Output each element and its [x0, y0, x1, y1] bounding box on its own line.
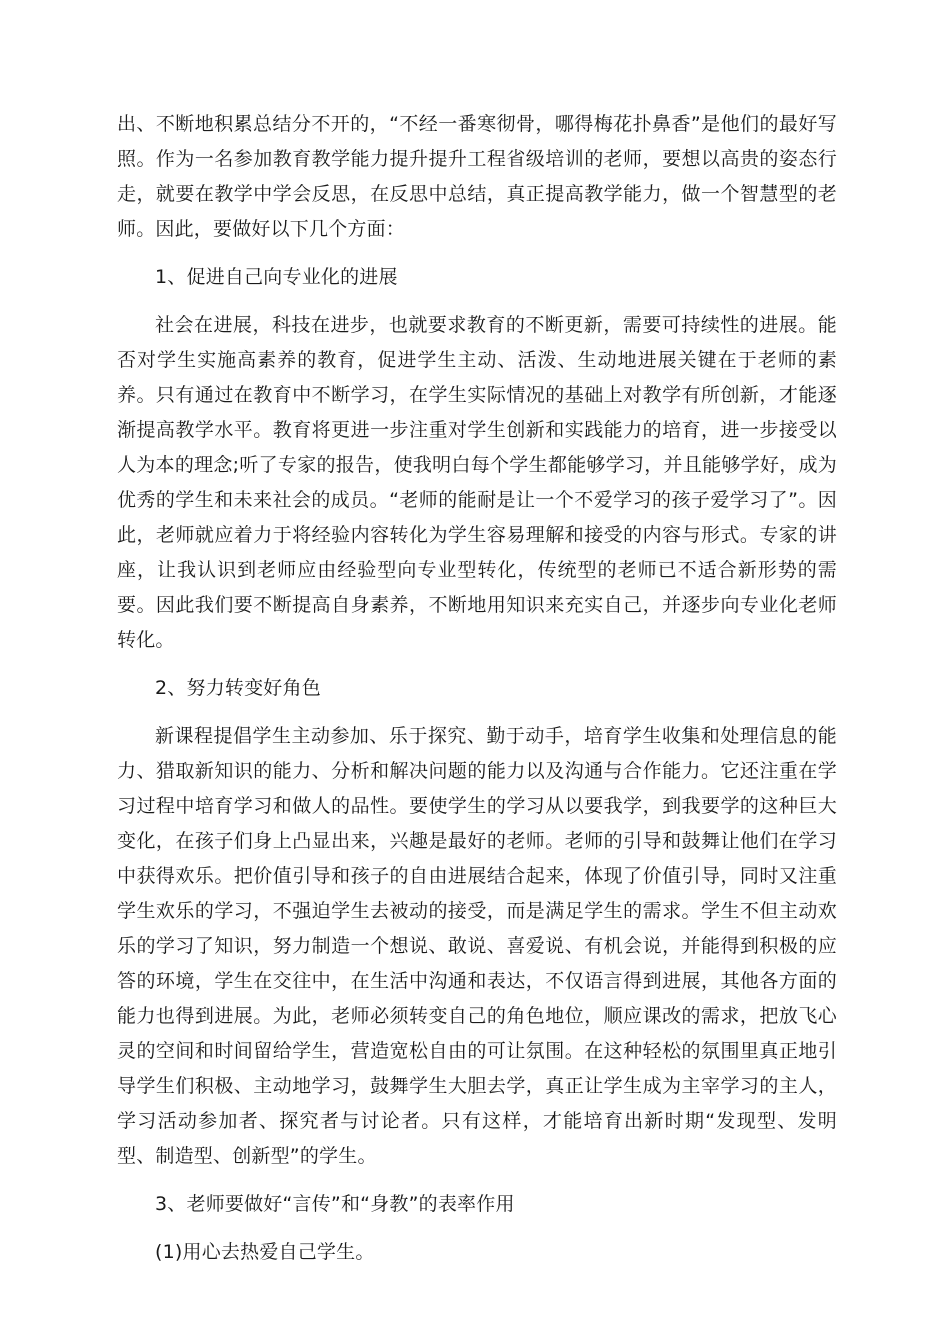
section-heading-2: 2、努力转变好角色: [155, 677, 321, 699]
paragraph-intro-continuation: 出、不断地积累总结分不开的，“不经一番寒彻骨，哪得梅花扑鼻香”是他们的最好写照。作为一名参加教育教学能力提升提升工程省级培训的老师，要想以高贵的姿态行走，就要在教学中学会反思，在反思中总结，真正提高教学能力，做一个智慧型的老师。因此，要做好以下几个方面：: [117, 113, 837, 240]
section-heading-3: 3、老师要做好“言传”和“身教”的表率作用: [155, 1193, 515, 1215]
section-heading-1: 1、促进自己向专业化的进展: [155, 266, 398, 288]
paragraph-role-change: 新课程提倡学生主动参加、乐于探究、勤于动手，培育学生收集和处理信息的能力、猎取新知识的能力、分析和解决问题的能力以及沟通与合作能力。它还注重在学习过程中培育学习和做人的品性。要使学生的学习从以要我学，到我要学的这种巨大变化，在孩子们身上凸显出来，兴趣是最好的老师。老师的引导和鼓舞让他们在学习中获得欢乐。把价值引导和孩子的自由进展结合起来，体现了价值引导，同时又注重学生欢乐的学习，不强迫学生去被动的接受，而是满足学生的需求。学生不但主动欢乐的学习了知识，努力制造一个想说、敢说、喜爱说、有机会说，并能得到积极的应答的环境，学生在交往中，在生活中沟通和表达，不仅语言得到进展，其他各方面的能力也得到进展。为此，老师必须转变自己的角色地位，顺应课改的需求，把放飞心灵的空间和时间留给学生，营造宽松自由的可让氛围。在这种轻松的氛围里真正地引导学生们积极、主动地学习，鼓舞学生大胆去学，真正让学生成为主宰学习的主人，学习活动参加者、探究者与讨论者。只有这样，才能培育出新时期“发现型、发明型、制造型、创新型”的学生。: [117, 725, 837, 1167]
document-body: [117, 107, 837, 1283]
subsection-heading-3-1: (1)用心去热爱自己学生。: [155, 1241, 375, 1263]
paragraph-professionalization: 社会在进展，科技在进步，也就要求教育的不断更新，需要可持续性的进展。能否对学生实施高素养的教育，促进学生主动、活泼、生动地进展关键在于老师的素养。只有通过在教育中不断学习，在学生实际情况的基础上对教学有所创新，才能逐渐提高教学水平。教育将更进一步注重对学生创新和实践能力的培育，进一步接受以人为本的理念;听了专家的报告，使我明白每个学生都能够学习，并且能够学好，成为优秀的学生和未来社会的成员。“老师的能耐是让一个不爱学习的孩子爱学习了”。因此，老师就应着力于将经验内容转化为学生容易理解和接受的内容与形式。专家的讲座，让我认识到老师应由经验型向专业型转化，传统型的老师已不适合新形势的需要。因此我们要不断提高自身素养，不断地用知识来充实自己，并逐步向专业化老师转化。: [117, 314, 837, 651]
